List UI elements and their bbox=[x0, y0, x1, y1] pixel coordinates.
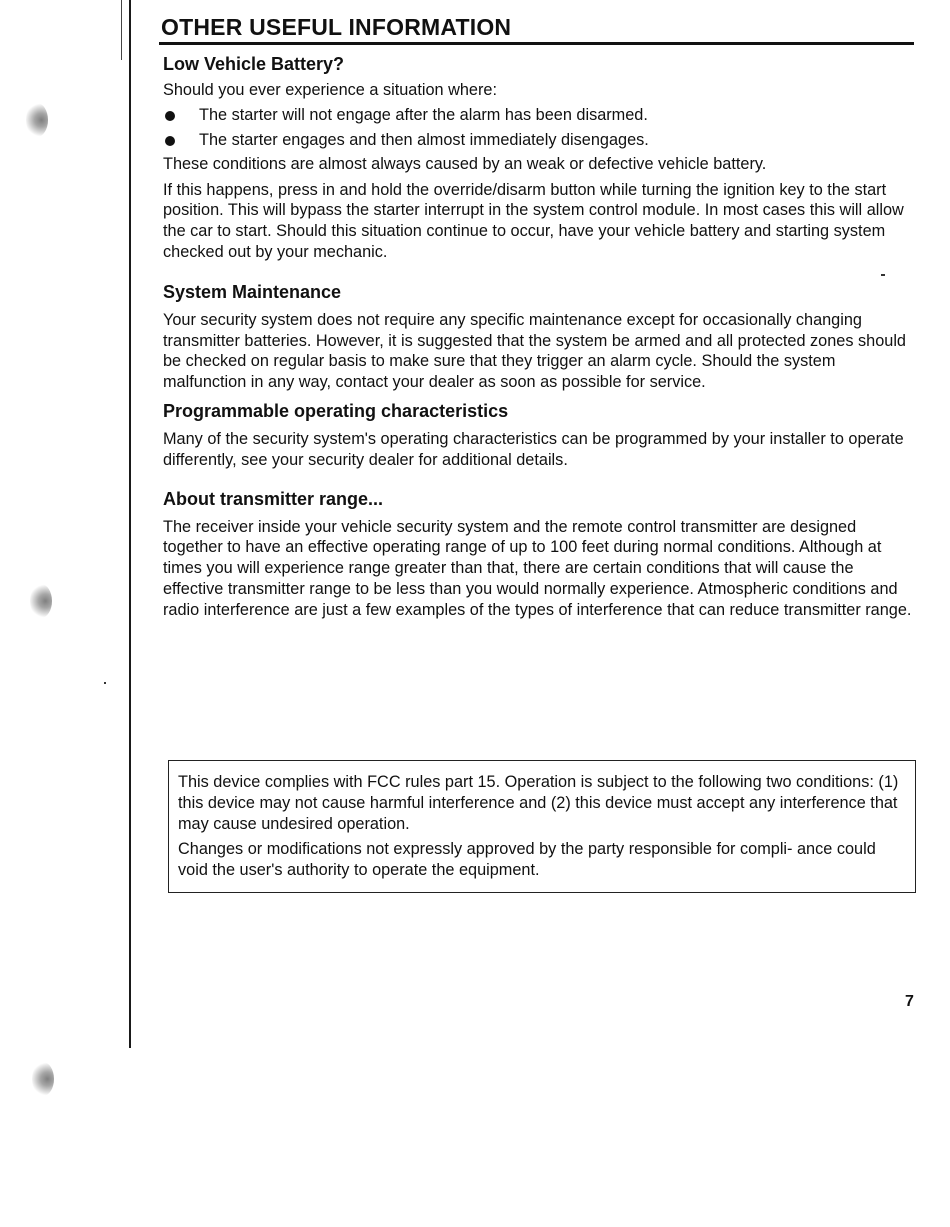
punch-hole-top bbox=[26, 103, 48, 137]
bullet-text: The starter will not engage after the alarm has been disarmed. bbox=[199, 105, 648, 124]
scan-speck bbox=[104, 682, 106, 684]
maintenance-paragraph: Your security system does not require any specific maintenance except for occasionally changing transmitter batteries. However, it is suggested that the system be armed and all protected zones should be checked on regular basis to make sure that they trigger an alarm cycle. Should the system malfunction in any way, contact your dealer as soon as possible for service. bbox=[163, 310, 906, 392]
punch-hole-middle bbox=[30, 584, 52, 618]
range-heading: About transmitter range... bbox=[163, 488, 384, 509]
programmable-heading: Programmable operating characteristics bbox=[163, 400, 509, 421]
list-item bbox=[163, 128, 913, 153]
battery-bullet-list bbox=[163, 103, 913, 153]
programmable-paragraph: Many of the security system's operating characteristics can be programmed by your installer to operate differently, see your security dealer for additional details. bbox=[163, 429, 904, 469]
punch-hole-bottom bbox=[32, 1062, 54, 1096]
main-content bbox=[163, 54, 913, 621]
range-paragraph: The receiver inside your vehicle security system and the remote control transmitter are designed together to have an effective operating range of up to 100 feet during normal conditions. Although at times you will experience range greater than that, there are certain conditions that will cause the effective transmitter range to be less than you would normally experience. Atmospheric conditions and radio interference are just a few examples of the types of interference that can reduce transmitter range. bbox=[163, 517, 912, 619]
battery-heading: Low Vehicle Battery? bbox=[163, 54, 345, 74]
title-underline bbox=[159, 42, 914, 45]
battery-paragraph: If this happens, press in and hold the override/disarm button while turning the ignition key to the start position. This will bypass the starter interrupt in the system control module. In most cases this will allow the car to start. Should this situation continue to occur, have your vehicle battery and starting system checked out by your mechanic. bbox=[163, 180, 904, 261]
binding-edge-line bbox=[121, 0, 122, 60]
battery-intro: Should you ever experience a situation where: bbox=[163, 81, 497, 99]
page-title: OTHER USEFUL INFORMATION bbox=[161, 14, 512, 40]
bullet-text: The starter engages and then almost immediately disengages. bbox=[199, 130, 649, 149]
bullet-icon bbox=[165, 111, 175, 121]
fcc-paragraph: Changes or modifications not expressly approved by the party responsible for compli- ance could void the user's authority to operate the equipment. bbox=[178, 840, 876, 880]
binding-margin-line bbox=[129, 0, 131, 1048]
fcc-paragraph: This device complies with FCC rules part 15. Operation is subject to the following two conditions: (1) this device may not cause harmful interference and (2) this device must accept any interference that may cause undesired operation. bbox=[178, 773, 899, 833]
maintenance-heading: System Maintenance bbox=[163, 281, 342, 302]
page-number: 7 bbox=[905, 993, 914, 1010]
bullet-icon bbox=[165, 136, 175, 146]
battery-paragraph: These conditions are almost always caused by an weak or defective vehicle battery. bbox=[163, 154, 767, 173]
fcc-notice-box bbox=[168, 760, 916, 893]
list-item bbox=[163, 103, 913, 128]
